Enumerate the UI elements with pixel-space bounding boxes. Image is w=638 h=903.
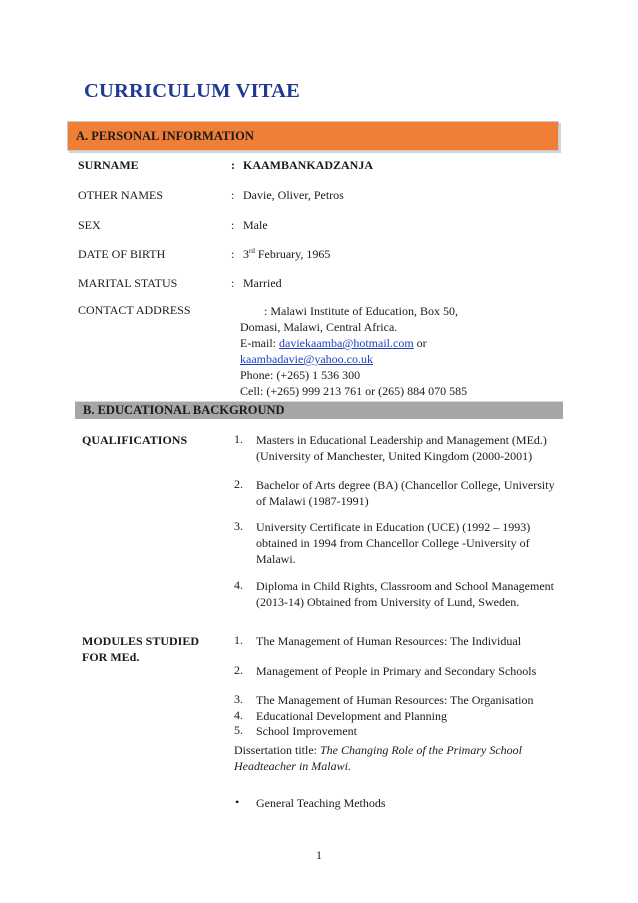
qualification-number: 3. [234, 519, 243, 533]
email-or: or [413, 336, 427, 350]
phone-line: Phone: (+265) 1 536 300 [240, 368, 361, 382]
section-header-education [75, 401, 563, 419]
qualification-item: Diploma in Child Rights, Classroom and School Management (2013-14) Obtained from University of Lund, Sweden. [256, 579, 554, 609]
module-number: 3. [234, 692, 243, 706]
module-item: The Management of Human Resources: The Individual [256, 634, 522, 648]
dob-colon: : [231, 247, 235, 261]
other-names-value: Davie, Oliver, Petros [243, 188, 344, 202]
dob-label: DATE OF BIRTH [78, 247, 166, 261]
qualification-number: 2. [234, 477, 243, 491]
module-number: 5. [234, 723, 243, 737]
qualification-item: Bachelor of Arts degree (BA) (Chancellor College, University of Malawi (1987-1991) [256, 478, 555, 508]
dob-value [243, 247, 330, 262]
surname-label: SURNAME [78, 158, 139, 172]
email-prefix: E-mail: [240, 336, 279, 350]
section-header-personal [67, 121, 559, 151]
bullet-item: General Teaching Methods [256, 796, 386, 810]
surname-value: KAAMBANKADZANJA [243, 158, 373, 172]
qualification-item: Masters in Educational Leadership and Management (MEd.) (University of Manchester, United Kingdom (2000-2001) [256, 433, 547, 463]
email-line [240, 335, 467, 351]
dob-suffix: rd [249, 247, 255, 255]
dob-rest: February, 1965 [254, 247, 331, 261]
marital-status-colon: : [231, 276, 235, 290]
module-number: 4. [234, 708, 243, 722]
section-header-education-label: B. EDUCATIONAL BACKGROUND [83, 403, 285, 417]
module-item: Management of People in Primary and Secondary Schools [256, 664, 537, 678]
page-number: 1 [316, 848, 322, 862]
contact-address-label: CONTACT ADDRESS [78, 303, 191, 317]
module-number: 2. [234, 663, 243, 677]
marital-status-value: Married [243, 276, 282, 290]
dissertation-prefix: Dissertation title: [234, 743, 320, 757]
qualification-item: University Certificate in Education (UCE) (1992 – 1993) obtained in 1994 from Chancellor College -University of Malawi. [256, 520, 531, 566]
bullet-icon: • [235, 795, 240, 809]
modules-label-line-1: MODULES STUDIED [82, 634, 200, 648]
email-link-yahoo[interactable]: kaambadavie@yahoo.co.uk [240, 352, 374, 366]
contact-address-block [240, 303, 467, 399]
dissertation-title [234, 742, 564, 774]
dissertation-title-text: The Changing Role of the Primary School Headteacher in Malawi. [234, 743, 522, 773]
address-line-1: : Malawi Institute of Education, Box 50, [240, 304, 458, 318]
qualifications-label: QUALIFICATIONS [82, 433, 188, 447]
qualification-number: 4. [234, 578, 243, 592]
sex-colon: : [231, 218, 235, 232]
dob-day: 3 [243, 247, 249, 261]
marital-status-label: MARITAL STATUS [78, 276, 178, 290]
page-title: CURRICULUM VITAE [84, 80, 300, 102]
module-number: 1. [234, 633, 243, 647]
modules-label-line-2: FOR MEd. [82, 650, 140, 664]
surname-colon: : [231, 158, 235, 172]
email-link-hotmail[interactable]: daviekaamba@hotmail.com [279, 336, 414, 350]
module-item: Educational Development and Planning [256, 709, 447, 723]
qualification-number: 1. [234, 432, 243, 446]
other-names-label: OTHER NAMES [78, 188, 164, 202]
address-line-2: Domasi, Malawi, Central Africa. [240, 320, 398, 334]
sex-value: Male [243, 218, 268, 232]
other-names-colon: : [231, 188, 235, 202]
module-item: The Management of Human Resources: The Organisation [256, 693, 534, 707]
module-item: School Improvement [256, 724, 357, 738]
cell-line: Cell: (+265) 999 213 761 or (265) 884 070 585 [240, 384, 468, 398]
sex-label: SEX [78, 218, 101, 232]
section-header-personal-label: A. PERSONAL INFORMATION [76, 129, 254, 143]
modules-label [82, 633, 199, 665]
